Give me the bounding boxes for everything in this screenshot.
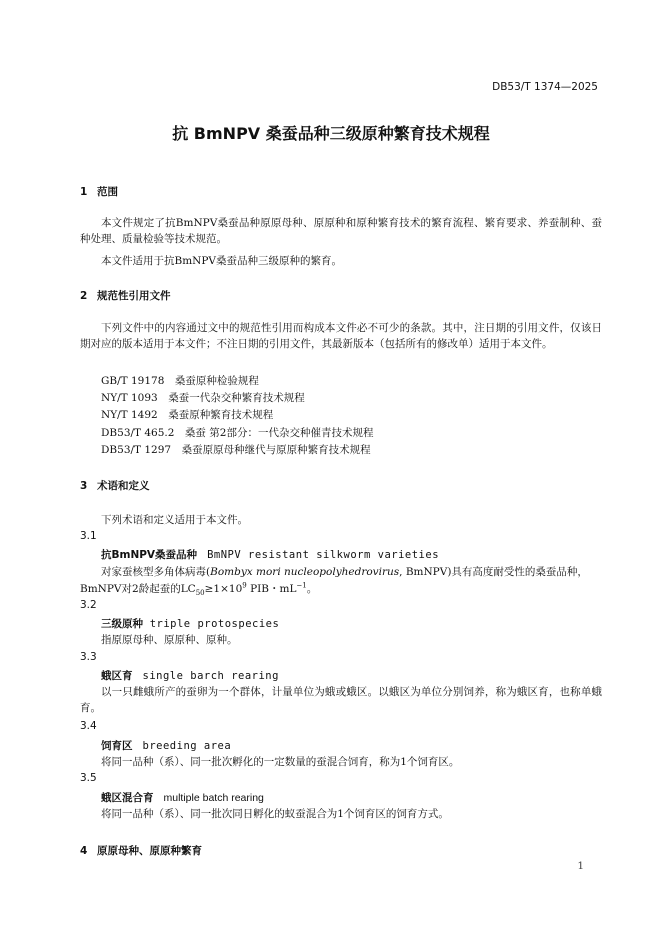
term-en: single barch rearing (142, 670, 279, 682)
def-latin-name: Bombyx mori nucleopolyhedrovirus (210, 566, 400, 578)
term-definition: 将同一品种（系）、同一批次孵化的一定数量的蚕混合饲育，称为1个饲育区。 (101, 756, 460, 768)
term-definition-cont (80, 581, 317, 597)
section-1-heading (80, 184, 118, 199)
section-number: 1 (80, 186, 88, 198)
paragraph: 下列文件中的内容通过文中的规范性引用而构成本文件必不可少的条款。其中，注日期的引用文件，仅该日期对应的版本适用于本文件；不注日期的引用文件，其最新版本（包括所有的修改单）适用于本文件。 (80, 322, 602, 350)
paragraph: 本文件规定了抗BmNPV桑蚕品种原原母种、原原种和原种繁育技术的繁育流程、繁育要求、养蚕制种、蚕种处理、质量检验等技术规范。 (80, 217, 602, 245)
term-number: 3.3 (80, 651, 97, 663)
section-title: 范围 (97, 186, 118, 198)
superscript: −1 (296, 581, 307, 590)
term-en: multiple batch rearing (163, 792, 264, 804)
reference-item: NY/T 1492 桑蚕原种繁育技术规程 (101, 409, 274, 421)
term-heading (101, 668, 279, 683)
term-definition: 以一只雌蛾所产的蚕卵为一个群体，计量单位为蛾或蛾区。以蛾区为单位分别饲养，称为蛾区育，也称单蛾育。 (80, 686, 602, 714)
subscript: 50 (195, 589, 205, 598)
document-title: 抗 BmNPV 桑蚕品种三级原种繁育技术规程 (172, 124, 490, 143)
paragraph: 下列术语和定义适用于本文件。 (101, 514, 248, 526)
term-number: 3.5 (80, 772, 97, 784)
term-en: BmNPV resistant silkworm varieties (207, 549, 440, 561)
def-text: 。 (306, 583, 318, 595)
paragraph: 本文件适用于抗BmNPV桑蚕品种三级原种的繁育。 (101, 255, 343, 267)
standard-number: DB53/T 1374—2025 (492, 81, 598, 93)
reference-item: DB53/T 465.2 桑蚕 第2部分：一代杂交种催青技术规程 (101, 427, 374, 439)
section-title: 规范性引用文件 (97, 290, 171, 302)
term-zh: 抗BmNPV桑蚕品种 (101, 549, 198, 561)
section-title: 术语和定义 (97, 480, 150, 492)
reference-item: DB53/T 1297 桑蚕原原母种继代与原原种繁育技术规程 (101, 444, 371, 456)
def-text: 对家蚕核型多角体病毒( (101, 566, 211, 578)
section-number: 2 (80, 290, 88, 302)
superscript: 9 (242, 581, 247, 590)
term-zh: 三级原种 (101, 618, 143, 630)
reference-item: NY/T 1093 桑蚕一代杂交种繁育技术规程 (101, 392, 305, 404)
term-en: breeding area (142, 740, 232, 752)
def-text: ≥1×10 (204, 583, 243, 595)
section-3-heading (80, 478, 150, 493)
term-number: 3.2 (80, 599, 97, 611)
def-text: PIB・mL (246, 583, 297, 595)
term-zh: 蛾区育 (101, 670, 133, 682)
term-zh: 饲育区 (101, 740, 133, 752)
reference-item: GB/T 19178 桑蚕原种检验规程 (101, 375, 259, 387)
term-number: 3.4 (80, 720, 97, 732)
term-zh: 蛾区混合育 (101, 792, 154, 804)
term-en: triple protospecies (149, 618, 280, 630)
term-definition (101, 564, 588, 580)
section-number: 3 (80, 480, 88, 492)
section-2-heading (80, 288, 171, 303)
term-heading (101, 790, 264, 805)
def-text: , BmNPV)具有高度耐受性的桑蚕品种， (399, 566, 588, 578)
section-4-heading (80, 843, 202, 858)
term-number: 3.1 (80, 530, 97, 542)
section-title: 原原母种、原原种繁育 (97, 845, 202, 857)
term-heading (101, 738, 231, 753)
section-number: 4 (80, 845, 88, 857)
page-number: 1 (577, 860, 584, 872)
term-heading (101, 616, 279, 631)
term-definition: 将同一品种（系）、同一批次同日孵化的蚁蚕混合为1个饲育区的饲育方式。 (101, 808, 449, 820)
def-text: BmNPV对2龄起蚕的LC (80, 583, 196, 595)
term-heading (101, 547, 439, 562)
term-definition: 指原原母种、原原种、原种。 (101, 634, 238, 646)
